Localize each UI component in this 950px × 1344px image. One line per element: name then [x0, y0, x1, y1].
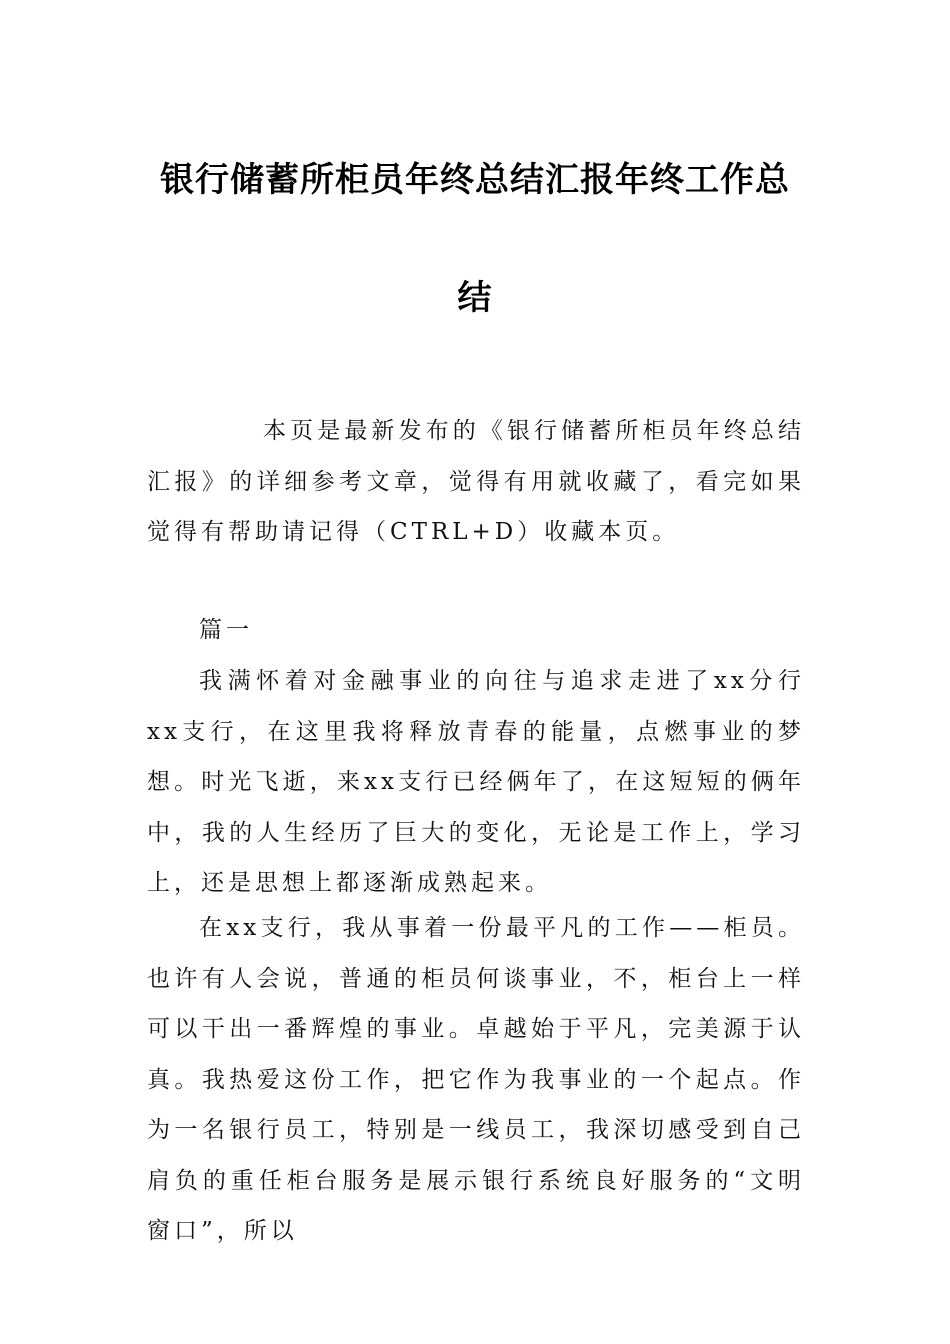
body-paragraph-1: 我满怀着对金融事业的向往与追求走进了xx分行xx支行，在这里我将释放青春的能量，点燃事业的梦想。时光飞逝，来xx支行已经俩年了，在这短短的俩年中，我的人生经历了巨大的变化，无论是工作上，学习上，还是思想上都逐渐成熟起来。 [147, 668, 805, 896]
intro-paragraph: 本页是最新发布的《银行储蓄所柜员年终总结汇报》的详细参考文章，觉得有用就收藏了，看完如果觉得有帮助请记得（CTRL+D）收藏本页。 [147, 418, 805, 545]
document-title-line-2: 结 [457, 278, 493, 318]
document-title-line-1: 银行储蓄所柜员年终总结汇报年终工作总 [160, 160, 790, 200]
section-label: 篇一 [199, 617, 253, 643]
body-paragraph-2: 在xx支行，我从事着一份最平凡的工作——柜员。也许有人会说，普通的柜员何谈事业，不，柜台上一样可以干出一番辉煌的事业。卓越始于平凡，完美源于认真。我热爱这份工作，把它作为我事业的一个起点。作为一名银行员工，特别是一线员工，我深切感受到自己肩负的重任柜台服务是展示银行系统良好服务的“文明窗口”，所以 [147, 915, 805, 1244]
